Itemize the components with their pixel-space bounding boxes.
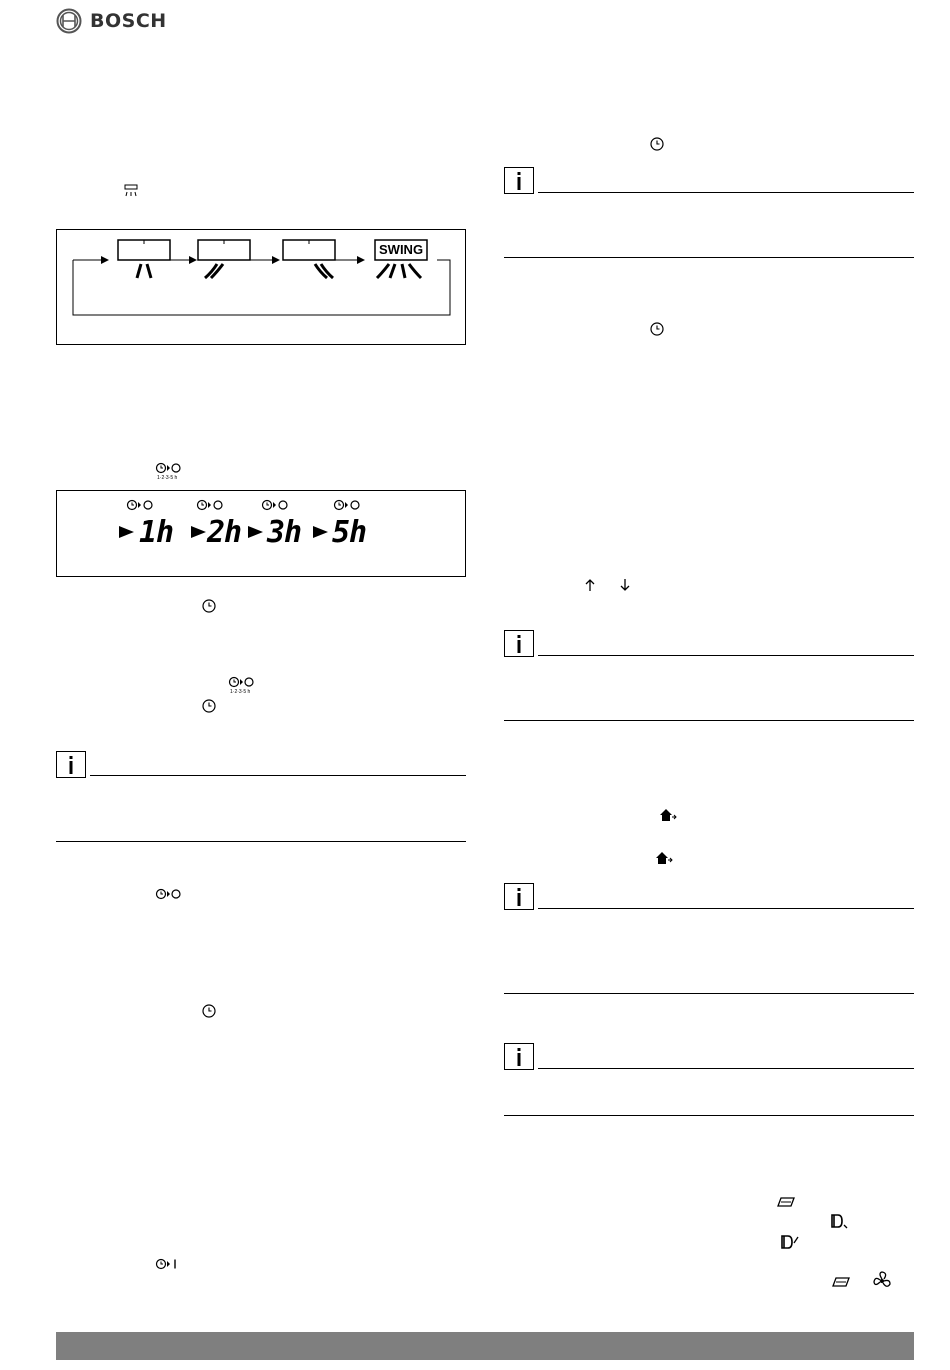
info-icon (504, 883, 534, 910)
timer-sequence-graphic (57, 491, 465, 576)
svg-text:1·2·3·5 h: 1·2·3·5 h (157, 475, 178, 480)
home-leave-icon (659, 808, 677, 822)
info-icon (56, 751, 86, 778)
swing-label: SWING (379, 242, 424, 257)
info-icon (504, 167, 534, 194)
section-divider (504, 257, 914, 258)
section-divider (504, 720, 914, 721)
timer-step-2: 2h (207, 515, 242, 550)
timer-sequence-diagram (56, 490, 466, 577)
vane-up-icon (780, 1234, 802, 1252)
footer-bar (56, 1332, 914, 1360)
mode-panel-icon (777, 1196, 795, 1208)
timer-off-icon (198, 501, 223, 510)
timer-step-3: 3h (267, 515, 302, 550)
section-divider (504, 993, 914, 994)
info-divider (538, 1068, 914, 1069)
timer-on-icon (155, 1258, 183, 1270)
timer-off-icon (155, 888, 183, 900)
bosch-logo-icon (56, 8, 82, 34)
vane-down-icon (830, 1213, 850, 1231)
timer-off-icon (228, 676, 258, 694)
arrow-up-icon (584, 578, 596, 592)
info-divider (90, 775, 466, 776)
clock-icon (202, 699, 216, 713)
clock-icon (650, 322, 664, 336)
brand-name: BOSCH (90, 10, 167, 32)
timer-step-4: 5h (332, 515, 367, 550)
section-divider (504, 1115, 914, 1116)
info-divider (538, 192, 914, 193)
mode-panel-icon (832, 1276, 850, 1288)
svg-text:1·2·3·5 h: 1·2·3·5 h (230, 689, 251, 694)
section-divider (56, 841, 466, 842)
info-divider (538, 908, 914, 909)
clock-icon (650, 137, 664, 151)
airflow-direction-diagram (56, 229, 466, 345)
info-divider (538, 655, 914, 656)
clock-icon (202, 1004, 216, 1018)
timer-off-icon (155, 462, 185, 480)
timer-off-icon (263, 501, 288, 510)
timer-step-1: 1h (139, 515, 174, 550)
fan-icon (872, 1271, 892, 1291)
brand-logo (56, 8, 167, 34)
timer-off-icon (128, 501, 153, 510)
clock-icon (202, 599, 216, 613)
airflow-vane-icon (124, 184, 138, 198)
home-leave-icon (655, 851, 673, 865)
timer-off-icon (335, 501, 360, 510)
info-icon (504, 630, 534, 657)
info-icon (504, 1043, 534, 1070)
arrow-down-icon (619, 578, 631, 592)
